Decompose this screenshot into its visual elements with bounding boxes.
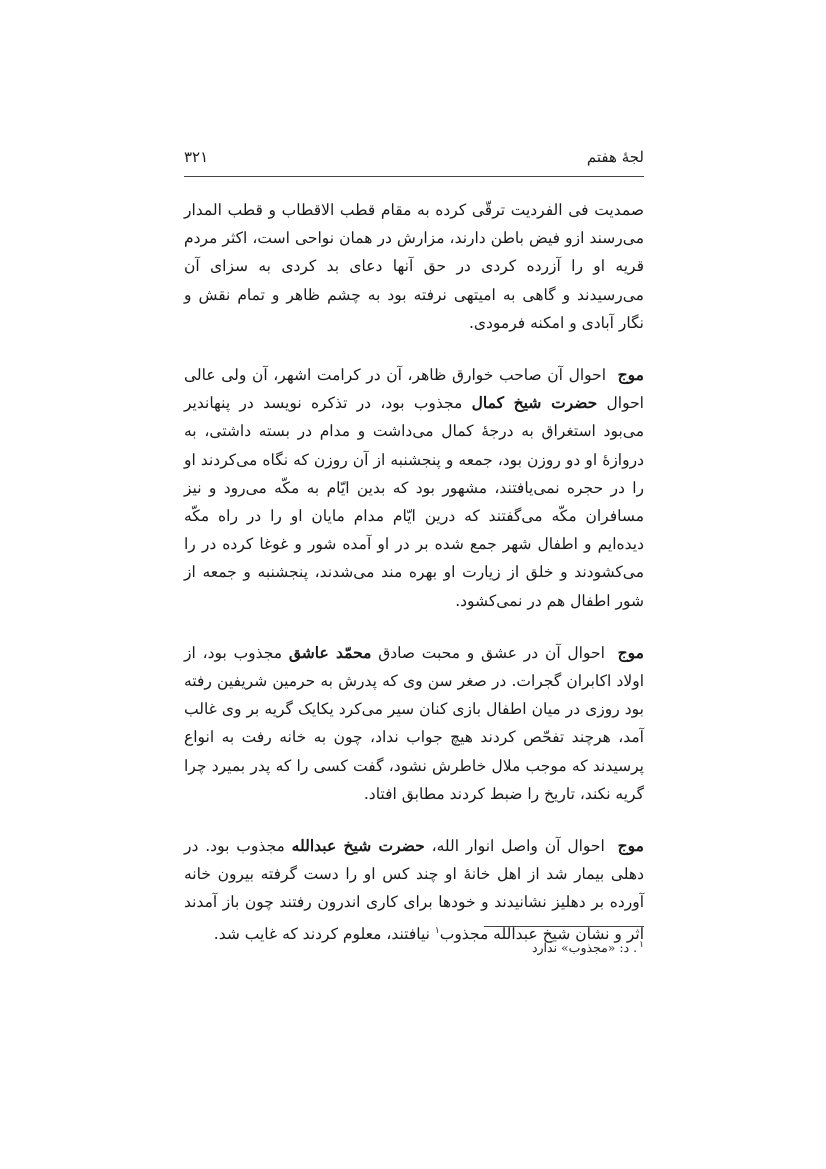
paragraph-text: مجذوب بود، از اولاد اکابران گجرات. در صغر سن وی که پدرش به حرمین شریفین رفته بود روزی در میان اطفال بازی کنان سیر می‌کرد یکایک گریه بر وی غالب آمد، هرچند تفحّص کردند هیچ جواب نداد، چون به خانه رفت به انواع پرسیدند که موجب ملال خاطرش نشود، گفت کسی را که پدر بمیرد چرا گریه نکند، تاریخ را ضبط کردند مطابق افتاد.	[184, 643, 644, 803]
paragraph-1	[184, 196, 644, 337]
person-name: محمّد عاشق	[288, 642, 372, 662]
footnote-mark: ۱	[639, 940, 644, 950]
body-text	[184, 196, 644, 948]
person-name: حضرت شیخ کمال	[471, 393, 598, 413]
header-divider	[184, 176, 644, 177]
mawj-heading: موج	[617, 365, 644, 385]
mawj-heading: موج	[617, 642, 644, 662]
paragraph-2	[184, 361, 644, 615]
paragraph-text: مجذوب بود، در تذکره نویسد در پنهاندیر می‌بود استغراق به درجۀ کمال می‌داشت و مدام در بسته داشتی، به دروازۀ او دو روزن بود، جمعه و پنجشنبه از آن روزن که نگاه می‌کردند او را در حجره نمی‌یافتند، مشهور بود که بدین ایّام به مکّه می‌رود و نیز مسافران مکّه می‌گفتند که درین ایّام مدام مایان او را در راه مکّه دیده‌ایم و اطفال شهر جمع شده بر در او آمده شور و غوغا کرده در را می‌کشودند و خلق از زیارت او بهره مند می‌شدند، پنجشنبه و جمعه از شور اطفال هم در نمی‌کشود.	[184, 394, 644, 610]
chapter-title: لجۀ هفتم	[586, 148, 644, 166]
footnote-text: . د: «مجذوب» ندارد	[531, 940, 638, 956]
paragraph-text: نیافتند، معلوم کردند که غایب شد.	[213, 924, 430, 943]
footnote	[184, 935, 644, 958]
mawj-heading: موج	[617, 836, 644, 856]
footnote-divider	[484, 926, 644, 927]
paragraph-text: احوال آن واصل انوار الله،	[431, 837, 605, 856]
paragraph-text: صمدیت فی الفردیت ترقّی کرده به مقام قطب الاقطاب و قطب المدار می‌رسند ازو فیض باطن دارند، مزارش در همان نواحی است، اکثر مردم قریه او را آزرده کردی در حق آنها دعای بد کردی به سزای آن می‌رسیدند و گاهی به امیتهی نرفته بود به چشم ظاهر و تمام نقش و نگار آبادی و امکنه فرمودی.	[184, 201, 644, 332]
running-header	[184, 148, 644, 166]
paragraph-text: احوال آن صاحب خوارق ظاهر، آن در کرامت اشهر، آن ولی عالی احوال	[184, 366, 644, 413]
page-number: ۳۲۱	[184, 148, 209, 166]
paragraph-text: مجذوب بود. در دهلی بیمار شد از اهل خانۀ او چند کس او را دست گرفته بیرون خانه آورده بر دهلیز نشانیدند و خودها برای کاری اندرون رفتند چون باز آمدند اثر و نشان شیخ عبدالله مجذوب	[184, 837, 644, 943]
paragraph-text: احوال آن در عشق و محبت صادق	[378, 643, 605, 662]
person-name: حضرت شیخ عبدالله	[291, 836, 425, 856]
footnote-reference[interactable]: ۱	[434, 925, 440, 936]
paragraph-3	[184, 639, 644, 808]
paragraph-4	[184, 832, 644, 948]
